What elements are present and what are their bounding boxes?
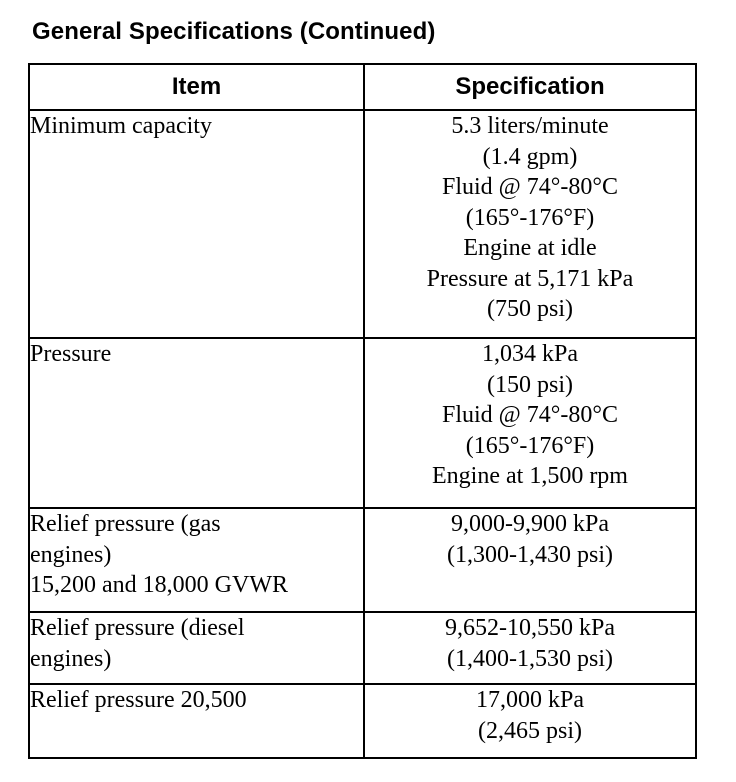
spec-text: (1,400-1,530 psi)	[447, 645, 613, 672]
spec-text: (1.4 gpm)	[482, 143, 578, 170]
column-header-item: Item	[29, 64, 364, 110]
item-text: engines)	[30, 645, 112, 672]
item-cell	[29, 508, 364, 612]
spec-text: Fluid @ 74°-80°C	[442, 174, 618, 200]
specification-cell	[364, 110, 696, 338]
spec-text: (1,300-1,430 psi)	[447, 541, 613, 568]
item-text: Relief pressure (gas	[30, 511, 221, 537]
spec-text: 17,000 kPa	[476, 687, 584, 713]
spec-text: 9,652-10,550 kPa	[445, 615, 615, 641]
specification-cell	[364, 338, 696, 508]
spec-text: Fluid @ 74°-80°C	[442, 402, 618, 428]
spec-text: (2,465 psi)	[478, 717, 582, 744]
table-header-row	[29, 64, 696, 110]
table-row	[29, 684, 696, 758]
table-row	[29, 612, 696, 684]
specifications-table	[28, 63, 697, 759]
item-text: Pressure	[30, 341, 112, 367]
specification-cell	[364, 684, 696, 758]
item-text: Minimum capacity	[30, 113, 212, 139]
spec-text: 9,000-9,900 kPa	[451, 511, 609, 537]
item-text: Relief pressure (diesel	[30, 615, 245, 641]
spec-text: Pressure at 5,171 kPa	[426, 265, 634, 292]
item-cell	[29, 110, 364, 338]
spec-text: (165°-176°F)	[465, 432, 595, 459]
item-text: engines)	[30, 541, 112, 568]
item-cell	[29, 612, 364, 684]
item-cell	[29, 684, 364, 758]
specification-cell	[364, 508, 696, 612]
spec-text: 1,034 kPa	[482, 341, 578, 367]
item-text: Relief pressure 20,500	[30, 687, 247, 713]
page-title: General Specifications (Continued)	[32, 18, 436, 45]
table-row	[29, 110, 696, 338]
item-text: 15,200 and 18,000 GVWR	[30, 572, 288, 598]
item-cell	[29, 338, 364, 508]
spec-text: Engine at 1,500 rpm	[432, 463, 628, 489]
table-row	[29, 338, 696, 508]
spec-text: (150 psi)	[487, 371, 573, 398]
table-row	[29, 508, 696, 612]
specification-cell	[364, 612, 696, 684]
spec-text: (165°-176°F)	[465, 204, 595, 231]
column-header-specification: Specification	[364, 64, 696, 110]
spec-text: (750 psi)	[487, 296, 573, 322]
spec-text: Engine at idle	[463, 235, 597, 261]
spec-text: 5.3 liters/minute	[451, 113, 609, 139]
